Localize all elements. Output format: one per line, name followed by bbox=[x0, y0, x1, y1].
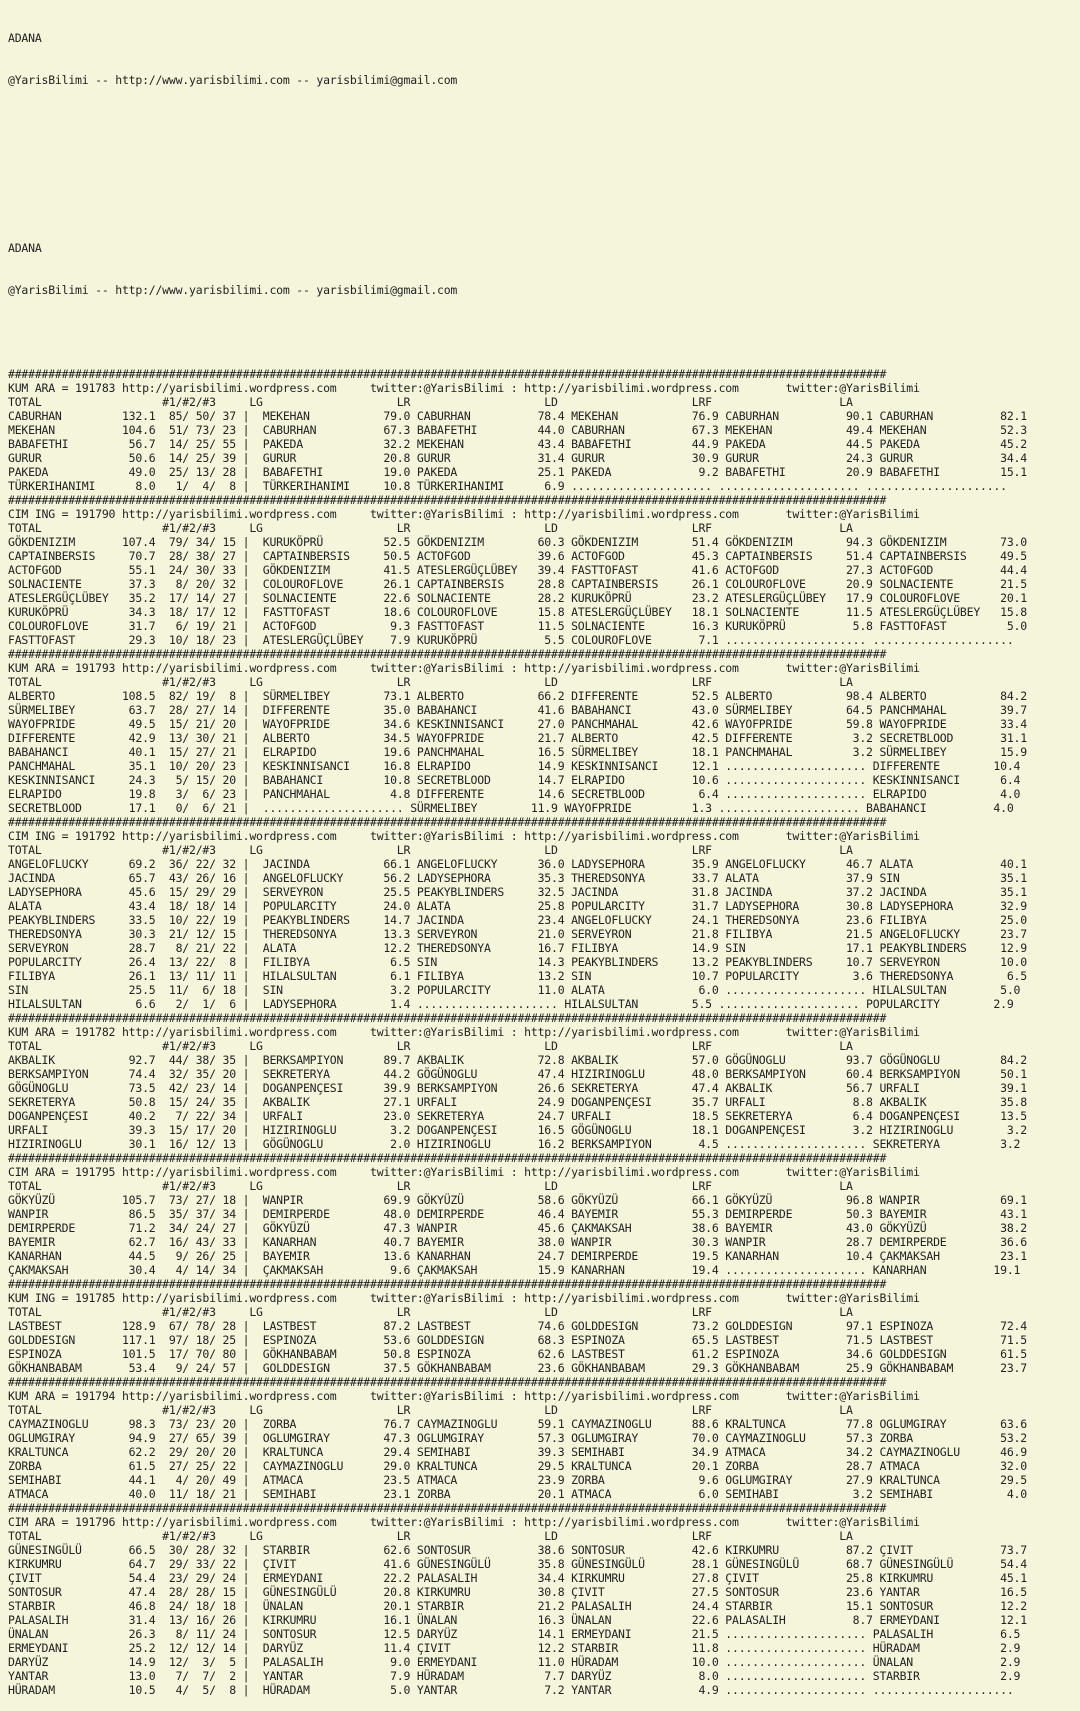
table-row: PALASALIH 31.4 13/ 16/ 26 | KIRKUMRU 16.1 ÜNALAN 16.3 ÜNALAN 22.6 PALASALIH 8.7 ERMEYDANI 12.1 bbox=[8, 1613, 1027, 1627]
section-cim-ing-191790 bbox=[8, 493, 1072, 647]
table-row: CAYMAZINOGLU 98.3 73/ 23/ 20 | ZORBA 76.7 CAYMAZINOGLU 59.1 CAYMAZINOGLU 88.6 KRALTUNCA 77.8 OGLUMGIRAY 63.6 bbox=[8, 1417, 1027, 1431]
table-row: BERKSAMPIYON 74.4 32/ 35/ 20 | SEKRETERYA 44.2 GÖGÜNOGLU 47.4 HIZIRINOGLU 48.0 BERKSAMPIYON 60.4 BERKSAMPIYON 50.1 bbox=[8, 1067, 1027, 1081]
blank-line bbox=[8, 199, 1072, 213]
table-row: MEKEHAN 104.6 51/ 73/ 23 | CABURHAN 67.3 BABAFETHI 44.0 CABURHAN 67.3 MEKEHAN 49.4 MEKEHAN 52.3 bbox=[8, 423, 1027, 437]
table-row: OGLUMGIRAY 94.9 27/ 65/ 39 | OGLUMGIRAY 47.3 OGLUMGIRAY 57.3 OGLUMGIRAY 70.0 CAYMAZINOGLU 57.3 ZORBA 53.2 bbox=[8, 1431, 1027, 1445]
table-row: KIRKUMRU 64.7 29/ 33/ 22 | ÇIVIT 41.6 GÜNESINGÜLÜ 35.8 GÜNESINGÜLÜ 28.1 GÜNESINGÜLÜ 68.7 GÜNESINGÜLÜ 54.4 bbox=[8, 1557, 1027, 1571]
column-headers: TOTAL #1/#2/#3 LG LR LD LRF LA bbox=[8, 1039, 853, 1053]
section-cim-ara-191795 bbox=[8, 1151, 1072, 1277]
race-header: KUM ARA = 191794 http://yarisbilimi.wordpress.com twitter:@YarisBilimi : http://yarisbilimi.wordpress.com twitter:@YarisBilimi bbox=[8, 1389, 920, 1403]
table-row: GÖGÜNOGLU 73.5 42/ 23/ 14 | DOGANPENÇESI 39.9 BERKSAMPIYON 26.6 SEKRETERYA 47.4 AKBALIK 56.7 URFALI 39.1 bbox=[8, 1081, 1027, 1095]
column-headers: TOTAL #1/#2/#3 LG LR LD LRF LA bbox=[8, 843, 853, 857]
table-row: HILALSULTAN 6.6 2/ 1/ 6 | LADYSEPHORA 1.4 ..................... HILALSULTAN 5.5 ..................... POPULARCITY 2.9 bbox=[8, 997, 1014, 1011]
section-kum-ara-191782 bbox=[8, 1011, 1072, 1151]
race-header: KUM ARA = 191793 http://yarisbilimi.wordpress.com twitter:@YarisBilimi : http://yarisbilimi.wordpress.com twitter:@YarisBilimi bbox=[8, 661, 920, 675]
table-row: KESKINNISANCI 24.3 5/ 15/ 20 | BABAHANCI 10.8 SECRETBLOOD 14.7 ELRAPIDO 10.6 ..................... KESKINNISANCI 6.4 bbox=[8, 773, 1021, 787]
table-row: BABAHANCI 40.1 15/ 27/ 21 | ELRAPIDO 19.6 PANCHMAHAL 16.5 SÜRMELIBEY 18.1 PANCHMAHAL 3.2 SÜRMELIBEY 15.9 bbox=[8, 745, 1027, 759]
section-cim-ing-191792 bbox=[8, 815, 1072, 1011]
blank-line bbox=[8, 325, 1072, 339]
table-row: ESPINOZA 101.5 17/ 70/ 80 | GÖKHANBABAM 50.8 ESPINOZA 62.6 LASTBEST 61.2 ESPINOZA 34.6 GOLDDESIGN 61.5 bbox=[8, 1347, 1027, 1361]
table-row: GÖKDENIZIM 107.4 79/ 34/ 15 | KURUKÖPRÜ 52.5 GÖKDENIZIM 60.3 GÖKDENIZIM 51.4 GÖKDENIZIM 94.3 GÖKDENIZIM 73.0 bbox=[8, 535, 1027, 549]
table-row: GÜNESINGÜLÜ 66.5 30/ 28/ 32 | STARBIR 62.6 SONTOSUR 38.6 SONTOSUR 42.6 KIRKUMRU 87.2 ÇIVIT 73.7 bbox=[8, 1543, 1027, 1557]
table-row: CABURHAN 132.1 85/ 50/ 37 | MEKEHAN 79.0 CABURHAN 78.4 MEKEHAN 76.9 CABURHAN 90.1 CABURHAN 82.1 bbox=[8, 409, 1027, 423]
table-row: HIZIRINOGLU 30.1 16/ 12/ 13 | GÖGÜNOGLU 2.0 HIZIRINOGLU 16.2 BERKSAMPIYON 4.5 ..................... SEKRETERYA 3.2 bbox=[8, 1137, 1021, 1151]
table-row: SEMIHABI 44.1 4/ 20/ 49 | ATMACA 23.5 ATMACA 23.9 ZORBA 9.6 OGLUMGIRAY 27.9 KRALTUNCA 29.5 bbox=[8, 1473, 1027, 1487]
column-headers: TOTAL #1/#2/#3 LG LR LD LRF LA bbox=[8, 1529, 853, 1543]
table-row: GURUR 50.6 14/ 25/ 39 | GURUR 20.8 GURUR 31.4 GURUR 30.9 GURUR 24.3 GURUR 34.4 bbox=[8, 451, 1027, 465]
section-divider: ################################################################################################################################### bbox=[8, 1277, 887, 1291]
table-row: DEMIRPERDE 71.2 34/ 24/ 27 | GÖKYÜZÜ 47.3 WANPIR 45.6 ÇAKMAKSAH 38.6 BAYEMIR 43.0 GÖKYÜZÜ 38.2 bbox=[8, 1221, 1027, 1235]
table-row: ALATA 43.4 18/ 18/ 14 | POPULARCITY 24.0 ALATA 25.8 POPULARCITY 31.7 LADYSEPHORA 30.8 LADYSEPHORA 32.9 bbox=[8, 899, 1027, 913]
table-row: JACINDA 65.7 43/ 26/ 16 | ANGELOFLUCKY 56.2 LADYSEPHORA 35.3 THEREDSONYA 33.7 ALATA 37.9 SIN 35.1 bbox=[8, 871, 1027, 885]
table-row: DARYÜZ 14.9 12/ 3/ 5 | PALASALIH 9.0 ERMEYDANI 11.0 HÜRADAM 10.0 ..................... ÜNALAN 2.9 bbox=[8, 1655, 1021, 1669]
table-row: ERMEYDANI 25.2 12/ 12/ 14 | DARYÜZ 11.4 ÇIVIT 12.2 STARBIR 11.8 ..................... HÜRADAM 2.9 bbox=[8, 1641, 1021, 1655]
table-row: ATESLERGÜÇLÜBEY 35.2 17/ 14/ 27 | SOLNACIENTE 22.6 SOLNACIENTE 28.2 KURUKÖPRÜ 23.2 ATESLERGÜÇLÜBEY 17.9 COLOUROFLOVE 20.1 bbox=[8, 591, 1027, 605]
race-header: CIM ARA = 191796 http://yarisbilimi.wordpress.com twitter:@YarisBilimi : http://yarisbilimi.wordpress.com twitter:@YarisBilimi bbox=[8, 1515, 920, 1529]
table-row: GOLDDESIGN 117.1 97/ 18/ 25 | ESPINOZA 53.6 GOLDDESIGN 68.3 ESPINOZA 65.5 LASTBEST 71.5 LASTBEST 71.5 bbox=[8, 1333, 1027, 1347]
blank-line bbox=[8, 115, 1072, 129]
section-kum-ara-191794 bbox=[8, 1375, 1072, 1501]
table-row: KRALTUNCA 62.2 29/ 20/ 20 | KRALTUNCA 29.4 SEMIHABI 39.3 SEMIHABI 34.9 ATMACA 34.2 CAYMAZINOGLU 46.9 bbox=[8, 1445, 1027, 1459]
table-row: SECRETBLOOD 17.1 0/ 6/ 21 | ..................... SÜRMELIBEY 11.9 WAYOFPRIDE 1.3 ..................... BABAHANCI 4.0 bbox=[8, 801, 1014, 815]
table-row: GÖKHANBABAM 53.4 9/ 24/ 57 | GOLDDESIGN 37.5 GÖKHANBABAM 23.6 GÖKHANBABAM 29.3 GÖKHANBABAM 25.9 GÖKHANBABAM 23.7 bbox=[8, 1361, 1027, 1375]
table-row: SONTOSUR 47.4 28/ 28/ 15 | GÜNESINGÜLÜ 20.8 KIRKUMRU 30.8 ÇIVIT 27.5 SONTOSUR 23.6 YANTAR 16.5 bbox=[8, 1585, 1027, 1599]
table-row: SÜRMELIBEY 63.7 28/ 27/ 14 | DIFFERENTE 35.0 BABAHANCI 41.6 BABAHANCI 43.0 SÜRMELIBEY 64.5 PANCHMAHAL 39.7 bbox=[8, 703, 1027, 717]
table-row: ACTOFGOD 55.1 24/ 30/ 33 | GÖKDENIZIM 41.5 ATESLERGÜÇLÜBEY 39.4 FASTTOFAST 41.6 ACTOFGOD 27.3 ACTOFGOD 44.4 bbox=[8, 563, 1027, 577]
table-row: YANTAR 13.0 7/ 7/ 2 | YANTAR 7.9 HÜRADAM 7.7 DARYÜZ 8.0 ..................... STARBIR 2.9 bbox=[8, 1669, 1021, 1683]
section-divider: ################################################################################################################################### bbox=[8, 493, 887, 507]
race-header: CIM ING = 191792 http://yarisbilimi.wordpress.com twitter:@YarisBilimi : http://yarisbilimi.wordpress.com twitter:@YarisBilimi bbox=[8, 829, 920, 843]
table-row: ALBERTO 108.5 82/ 19/ 8 | SÜRMELIBEY 73.1 ALBERTO 66.2 DIFFERENTE 52.5 ALBERTO 98.4 ALBERTO 84.2 bbox=[8, 689, 1027, 703]
contact-line: @YarisBilimi -- http://www.yarisbilimi.com -- yarisbilimi@gmail.com bbox=[8, 73, 458, 87]
table-row: PAKEDA 49.0 25/ 13/ 28 | BABAFETHI 19.0 PAKEDA 25.1 PAKEDA 9.2 BABAFETHI 20.9 BABAFETHI 15.1 bbox=[8, 465, 1027, 479]
table-row: BABAFETHI 56.7 14/ 25/ 55 | PAKEDA 32.2 MEKEHAN 43.4 BABAFETHI 44.9 PAKEDA 44.5 PAKEDA 45.2 bbox=[8, 437, 1027, 451]
table-row: HÜRADAM 10.5 4/ 5/ 8 | HÜRADAM 5.0 YANTAR 7.2 YANTAR 4.9 ..................... ..................... bbox=[8, 1683, 1014, 1697]
column-headers: TOTAL #1/#2/#3 LG LR LD LRF LA bbox=[8, 395, 853, 409]
page-title-repeat: ADANA bbox=[8, 241, 42, 255]
table-row: KURUKÖPRÜ 34.3 18/ 17/ 12 | FASTTOFAST 18.6 COLOUROFLOVE 15.8 ATESLERGÜÇLÜBEY 18.1 SOLNACIENTE 11.5 ATESLERGÜÇLÜBEY 15.8 bbox=[8, 605, 1027, 619]
table-row: SOLNACIENTE 37.3 8/ 20/ 32 | COLOUROFLOVE 26.1 CAPTAINBERSIS 28.8 CAPTAINBERSIS 26.1 COLOUROFLOVE 20.9 SOLNACIENTE 21.5 bbox=[8, 577, 1027, 591]
table-row: SIN 25.5 11/ 6/ 18 | SIN 3.2 POPULARCITY 11.0 ALATA 6.0 ..................... HILALSULTAN 5.0 bbox=[8, 983, 1021, 997]
table-row: ELRAPIDO 19.8 3/ 6/ 23 | PANCHMAHAL 4.8 DIFFERENTE 14.6 SECRETBLOOD 6.4 ..................... ELRAPIDO 4.0 bbox=[8, 787, 1021, 801]
section-kum-ara-191783 bbox=[8, 367, 1072, 493]
section-divider: ################################################################################################################################### bbox=[8, 1151, 887, 1165]
contact-line-repeat: @YarisBilimi -- http://www.yarisbilimi.com -- yarisbilimi@gmail.com bbox=[8, 283, 458, 297]
table-row: DIFFERENTE 42.9 13/ 30/ 21 | ALBERTO 34.5 WAYOFPRIDE 21.7 ALBERTO 42.5 DIFFERENTE 3.2 SECRETBLOOD 31.1 bbox=[8, 731, 1027, 745]
section-divider: ################################################################################################################################### bbox=[8, 1011, 887, 1025]
race-header: CIM ARA = 191795 http://yarisbilimi.wordpress.com twitter:@YarisBilimi : http://yarisbilimi.wordpress.com twitter:@YarisBilimi bbox=[8, 1165, 920, 1179]
column-headers: TOTAL #1/#2/#3 LG LR LD LRF LA bbox=[8, 1403, 853, 1417]
table-row: POPULARCITY 26.4 13/ 22/ 8 | FILIBYA 6.5 SIN 14.3 PEAKYBLINDERS 13.2 PEAKYBLINDERS 10.7 SERVEYRON 10.0 bbox=[8, 955, 1027, 969]
race-header: KUM ARA = 191782 http://yarisbilimi.wordpress.com twitter:@YarisBilimi : http://yarisbilimi.wordpress.com twitter:@YarisBilimi bbox=[8, 1025, 920, 1039]
table-row: URFALI 39.3 15/ 17/ 20 | HIZIRINOGLU 3.2 DOGANPENÇESI 16.5 GÖGÜNOGLU 18.1 DOGANPENÇESI 3.2 HIZIRINOGLU 3.2 bbox=[8, 1123, 1027, 1137]
table-row: WANPIR 86.5 35/ 37/ 34 | DEMIRPERDE 48.0 DEMIRPERDE 46.4 BAYEMIR 55.3 DEMIRPERDE 50.3 BAYEMIR 43.1 bbox=[8, 1207, 1027, 1221]
race-header: KUM ING = 191785 http://yarisbilimi.wordpress.com twitter:@YarisBilimi : http://yarisbilimi.wordpress.com twitter:@YarisBilimi bbox=[8, 1291, 920, 1305]
section-divider: ################################################################################################################################### bbox=[8, 647, 887, 661]
table-row: THEREDSONYA 30.3 21/ 12/ 15 | THEREDSONYA 13.3 SERVEYRON 21.0 SERVEYRON 21.8 FILIBYA 21.5 ANGELOFLUCKY 23.7 bbox=[8, 927, 1027, 941]
table-row: ÜNALAN 26.3 8/ 11/ 24 | SONTOSUR 12.5 DARYÜZ 14.1 ERMEYDANI 21.5 ..................... PALASALIH 6.5 bbox=[8, 1627, 1021, 1641]
results-document bbox=[8, 3, 1072, 1711]
race-header: CIM ING = 191790 http://yarisbilimi.wordpress.com twitter:@YarisBilimi : http://yarisbilimi.wordpress.com twitter:@YarisBilimi bbox=[8, 507, 920, 521]
page-title: ADANA bbox=[8, 31, 42, 45]
table-row: SEKRETERYA 50.8 15/ 24/ 35 | AKBALIK 27.1 URFALI 24.9 DOGANPENÇESI 35.7 URFALI 8.8 AKBALIK 35.8 bbox=[8, 1095, 1027, 1109]
table-row: STARBIR 46.8 24/ 18/ 18 | ÜNALAN 20.1 STARBIR 21.2 PALASALIH 24.4 STARBIR 15.1 SONTOSUR 12.2 bbox=[8, 1599, 1027, 1613]
table-row: PANCHMAHAL 35.1 10/ 20/ 23 | KESKINNISANCI 16.8 ELRAPIDO 14.9 KESKINNISANCI 12.1 ..................... DIFFERENTE 10.4 bbox=[8, 759, 1021, 773]
race-sections bbox=[8, 367, 1072, 1697]
table-row: KANARHAN 44.5 9/ 26/ 25 | BAYEMIR 13.6 KANARHAN 24.7 DEMIRPERDE 19.5 KANARHAN 10.4 ÇAKMAKSAH 23.1 bbox=[8, 1249, 1027, 1263]
section-divider: ################################################################################################################################### bbox=[8, 1501, 887, 1515]
section-divider: ################################################################################################################################### bbox=[8, 1375, 887, 1389]
table-row: ZORBA 61.5 27/ 25/ 22 | CAYMAZINOGLU 29.0 KRALTUNCA 29.5 KRALTUNCA 20.1 ZORBA 28.7 ATMACA 32.0 bbox=[8, 1459, 1027, 1473]
section-divider: ################################################################################################################################### bbox=[8, 815, 887, 829]
table-row: LADYSEPHORA 45.6 15/ 29/ 29 | SERVEYRON 25.5 PEAKYBLINDERS 32.5 JACINDA 31.8 JACINDA 37.2 JACINDA 35.1 bbox=[8, 885, 1027, 899]
blank-line bbox=[8, 157, 1072, 171]
table-row: COLOUROFLOVE 31.7 6/ 19/ 21 | ACTOFGOD 9.3 FASTTOFAST 11.5 SOLNACIENTE 16.3 KURUKÖPRÜ 5.8 FASTTOFAST 5.0 bbox=[8, 619, 1027, 633]
table-row: FILIBYA 26.1 13/ 11/ 11 | HILALSULTAN 6.1 FILIBYA 13.2 SIN 10.7 POPULARCITY 3.6 THEREDSONYA 6.5 bbox=[8, 969, 1027, 983]
column-headers: TOTAL #1/#2/#3 LG LR LD LRF LA bbox=[8, 675, 853, 689]
table-row: CAPTAINBERSIS 70.7 28/ 38/ 27 | CAPTAINBERSIS 50.5 ACTOFGOD 39.6 ACTOFGOD 45.3 CAPTAINBERSIS 51.4 CAPTAINBERSIS 49.5 bbox=[8, 549, 1027, 563]
table-row: SERVEYRON 28.7 8/ 21/ 22 | ALATA 12.2 THEREDSONYA 16.7 FILIBYA 14.9 SIN 17.1 PEAKYBLINDERS 12.9 bbox=[8, 941, 1027, 955]
table-row: ÇAKMAKSAH 30.4 4/ 14/ 34 | ÇAKMAKSAH 9.6 ÇAKMAKSAH 15.9 KANARHAN 19.4 ..................... KANARHAN 19.1 bbox=[8, 1263, 1021, 1277]
table-row: ATMACA 40.0 11/ 18/ 21 | SEMIHABI 23.1 ZORBA 20.1 ATMACA 6.0 SEMIHABI 3.2 SEMIHABI 4.0 bbox=[8, 1487, 1027, 1501]
section-kum-ara-191793 bbox=[8, 647, 1072, 815]
section-kum-ing-191785 bbox=[8, 1277, 1072, 1375]
race-header: KUM ARA = 191783 http://yarisbilimi.wordpress.com twitter:@YarisBilimi : http://yarisbilimi.wordpress.com twitter:@YarisBilimi bbox=[8, 381, 920, 395]
column-headers: TOTAL #1/#2/#3 LG LR LD LRF LA bbox=[8, 1305, 853, 1319]
table-row: BAYEMIR 62.7 16/ 43/ 33 | KANARHAN 40.7 BAYEMIR 38.0 WANPIR 30.3 WANPIR 28.7 DEMIRPERDE 36.6 bbox=[8, 1235, 1027, 1249]
section-cim-ara-191796 bbox=[8, 1501, 1072, 1697]
column-headers: TOTAL #1/#2/#3 LG LR LD LRF LA bbox=[8, 521, 853, 535]
section-divider: ################################################################################################################################### bbox=[8, 367, 887, 381]
table-row: FASTTOFAST 29.3 10/ 18/ 23 | ATESLERGÜÇLÜBEY 7.9 KURUKÖPRÜ 5.5 COLOUROFLOVE 7.1 ..................... ..................... bbox=[8, 633, 1014, 647]
table-row: LASTBEST 128.9 67/ 78/ 28 | LASTBEST 87.2 LASTBEST 74.6 GOLDDESIGN 73.2 GOLDDESIGN 97.1 ESPINOZA 72.4 bbox=[8, 1319, 1027, 1333]
table-row: DOGANPENÇESI 40.2 7/ 22/ 34 | URFALI 23.0 SEKRETERYA 24.7 URFALI 18.5 SEKRETERYA 6.4 DOGANPENÇESI 13.5 bbox=[8, 1109, 1027, 1123]
table-row: ANGELOFLUCKY 69.2 36/ 22/ 32 | JACINDA 66.1 ANGELOFLUCKY 36.0 LADYSEPHORA 35.9 ANGELOFLUCKY 46.7 ALATA 40.1 bbox=[8, 857, 1027, 871]
table-row: PEAKYBLINDERS 33.5 10/ 22/ 19 | PEAKYBLINDERS 14.7 JACINDA 23.4 ANGELOFLUCKY 24.1 THEREDSONYA 23.6 FILIBYA 25.0 bbox=[8, 913, 1027, 927]
table-row: GÖKYÜZÜ 105.7 73/ 27/ 18 | WANPIR 69.9 GÖKYÜZÜ 58.6 GÖKYÜZÜ 66.1 GÖKYÜZÜ 96.8 WANPIR 69.1 bbox=[8, 1193, 1027, 1207]
column-headers: TOTAL #1/#2/#3 LG LR LD LRF LA bbox=[8, 1179, 853, 1193]
table-row: AKBALIK 92.7 44/ 38/ 35 | BERKSAMPIYON 89.7 AKBALIK 72.8 AKBALIK 57.0 GÖGÜNOGLU 93.7 GÖGÜNOGLU 84.2 bbox=[8, 1053, 1027, 1067]
table-row: TÜRKERIHANIMI 8.0 1/ 4/ 8 | TÜRKERIHANIMI 10.8 TÜRKERIHANIMI 6.9 ..................... ..................... ..................... bbox=[8, 479, 1007, 493]
table-row: WAYOFPRIDE 49.5 15/ 21/ 20 | WAYOFPRIDE 34.6 KESKINNISANCI 27.0 PANCHMAHAL 42.6 WAYOFPRIDE 59.8 WAYOFPRIDE 33.4 bbox=[8, 717, 1027, 731]
table-row: ÇIVIT 54.4 23/ 29/ 24 | ERMEYDANI 22.2 PALASALIH 34.4 KIRKUMRU 27.8 ÇIVIT 25.8 KIRKUMRU 45.1 bbox=[8, 1571, 1027, 1585]
